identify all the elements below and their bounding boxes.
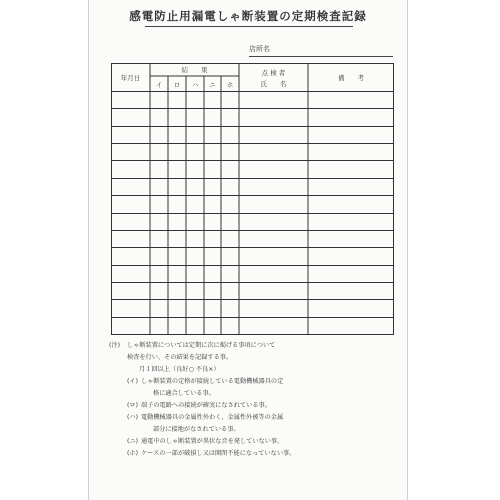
notes-intro-line1 [109, 340, 401, 352]
note-item-ho [109, 448, 401, 460]
notes-intro-text1: しゃ断装置については定期に次に掲げる事項について [127, 342, 276, 349]
notes-frequency: 月１回以上（良好○ 不良×） [139, 366, 220, 373]
inspector-header-line1: 点 検 者 [261, 69, 286, 77]
notes-head: (注) [109, 342, 121, 349]
result-subcol-ro: ロ [173, 81, 181, 89]
remarks-column-header: 備 考 [338, 74, 364, 82]
form-title: 感電防止用漏電しゃ断装置の定期検査記録 [129, 9, 367, 23]
note-item-text: ケースの一部が破損し又は開閉不能になっていない事。 [141, 450, 296, 457]
inspector-header-line2: 氏 名 [260, 80, 287, 88]
note-item-ha-cont: 部分に接地がなされている事。 [153, 426, 240, 433]
title-underline [145, 26, 353, 27]
note-item-mark: (イ) [127, 378, 139, 385]
result-column-header: 結 果 [181, 66, 208, 74]
note-item-text: 通電中のしゃ断装置が異状な音を発していない事。 [141, 438, 284, 445]
note-item-mark: (ハ) [127, 414, 139, 421]
date-column-header: 年月日 [120, 74, 141, 82]
note-item-text: しゃ断装置の定格が接続している電動機械器具の定 [141, 378, 284, 385]
inspection-record-card [88, 0, 408, 500]
table-grid [111, 63, 394, 335]
note-item-mark: (ニ) [127, 438, 139, 445]
store-label: 店所名 [249, 45, 270, 53]
record-table [111, 63, 394, 335]
note-item-ha [109, 412, 401, 424]
note-item-text: 端子の電路への接続が確実になされている事。 [141, 402, 271, 409]
note-item-mark: (ロ) [127, 402, 139, 409]
note-item-i-cont: 格に適合している事。 [153, 390, 215, 397]
note-item-ro [109, 400, 401, 412]
notes-section [109, 340, 401, 460]
note-item-mark: (ホ) [127, 450, 139, 457]
notes-intro-line2: 検査を行い、その結果を記録する事。 [127, 354, 233, 361]
result-subcol-i: イ [155, 81, 163, 89]
store-name-line [249, 56, 393, 57]
note-item-text: 電動機械器具の金属性外わく、金属性外被等の金属 [141, 414, 284, 421]
note-item-i [109, 376, 401, 388]
result-subcol-ho: ホ [226, 81, 234, 89]
result-subcol-ha: ハ [191, 81, 199, 89]
note-item-ni [109, 436, 401, 448]
result-subcol-ni: ニ [209, 81, 216, 89]
